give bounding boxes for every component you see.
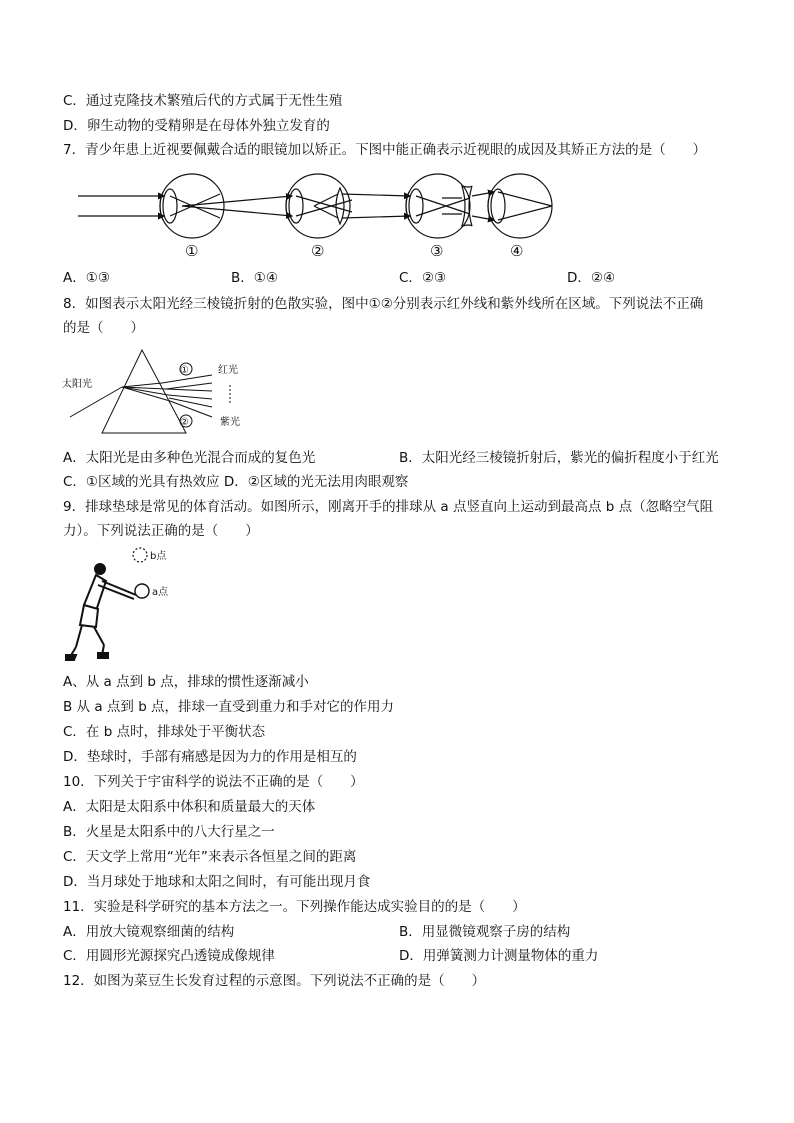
eye-diagram-2 [182,174,352,238]
q7-option-c: C．②③ [399,270,447,286]
q6-option-d: D．卵生动物的受精卵是在母体外独立发育的 [63,118,330,134]
point-a-label: a点 [152,587,169,598]
dispersed-rays [122,375,212,417]
q10-option-a: A．太阳是太阳系中体积和质量最大的天体 [63,799,316,815]
player-silhouette [66,564,136,660]
eye-label-3: ③ [430,242,444,260]
eye-label-1: ① [185,242,199,260]
eye-diagrams-figure [70,168,560,260]
q8-stem-line1: 8．如图表示太阳光经三棱镜折射的色散实验，图中①②分别表示红外线和紫外线所在区域。下列说法不正确 [63,296,704,312]
eye-label-2: ② [311,242,325,260]
q8-option-cd: C．①区域的光具有热效应 D．②区域的光无法用肉眼观察 [63,474,409,490]
q11-option-d: D．用弹簧测力计测量物体的重力 [399,948,599,964]
prism-dispersion-figure [62,345,262,440]
q8-option-b: B．太阳光经三棱镜折射后，紫光的偏折程度小于红光 [399,450,719,466]
ball-at-b [133,548,147,562]
q11-option-b: B．用显微镜观察子房的结构 [399,924,571,940]
ball-at-a [135,584,149,598]
q9-option-d: D．垫球时，手部有痛感是因为力的作用是相互的 [63,749,357,765]
q11-stem: 11．实验是科学研究的基本方法之一。下列操作能达成实验目的的是（ ） [63,899,526,915]
q9-option-c: C．在 b 点时，排球处于平衡状态 [63,724,266,740]
q10-option-d: D．当月球处于地球和太阳之间时，有可能出现月食 [63,874,371,890]
q7-option-d: D．②④ [567,270,616,286]
eye-diagram-3 [314,174,470,238]
q6-option-c: C．通过克隆技术繁殖后代的方式属于无性生殖 [63,93,343,109]
q7-stem: 7．青少年患上近视要佩戴合适的眼镜加以矫正。下图中能正确表示近视眼的成因及其矫正方法的是（ ） [63,142,707,158]
q10-option-b: B．火星是太阳系中的八大行星之一 [63,824,275,840]
eye-label-4: ④ [510,242,524,260]
q9-stem-line1: 9．排球垫球是常见的体育活动。如图所示，刚离开手的排球从 a 点竖直向上运动到最高点 b 点（忽略空气阻 [63,499,714,515]
q9-option-b: B 从 a 点到 b 点，排球一直受到重力和手对它的作用力 [63,699,395,715]
violet-light-label: 紫光 [220,417,240,428]
point-b-label: b点 [150,551,167,562]
q10-stem: 10．下列关于宇宙科学的说法不正确的是（ ） [63,774,364,790]
q8-stem-line2: 的是（ ） [63,320,144,336]
q12-stem: 12．如图为菜豆生长发育过程的示意图。下列说法不正确的是（ ） [63,973,486,989]
q11-option-a: A．用放大镜观察细菌的结构 [63,924,235,940]
q7-option-a: A．①③ [63,270,110,286]
red-light-label: 红光 [218,365,238,376]
eye-diagram-4 [442,174,552,238]
mark-1: ① [180,365,189,376]
mark-2: ② [180,417,189,428]
q7-option-b: B．①④ [231,270,278,286]
eye-diagram-1 [78,174,224,238]
q10-option-c: C．天文学上常用“光年”来表示各恒星之间的距离 [63,849,357,865]
q11-option-c: C．用圆形光源探究凸透镜成像规律 [63,948,275,964]
sunlight-label: 太阳光 [62,379,92,390]
q9-option-a: A、从 a 点到 b 点，排球的惯性逐渐减小 [63,674,309,690]
volleyball-figure [62,545,192,665]
q8-option-a: A．太阳光是由多种色光混合而成的复色光 [63,450,316,466]
q9-stem-line2: 力）。下列说法正确的是（ ） [63,523,259,539]
